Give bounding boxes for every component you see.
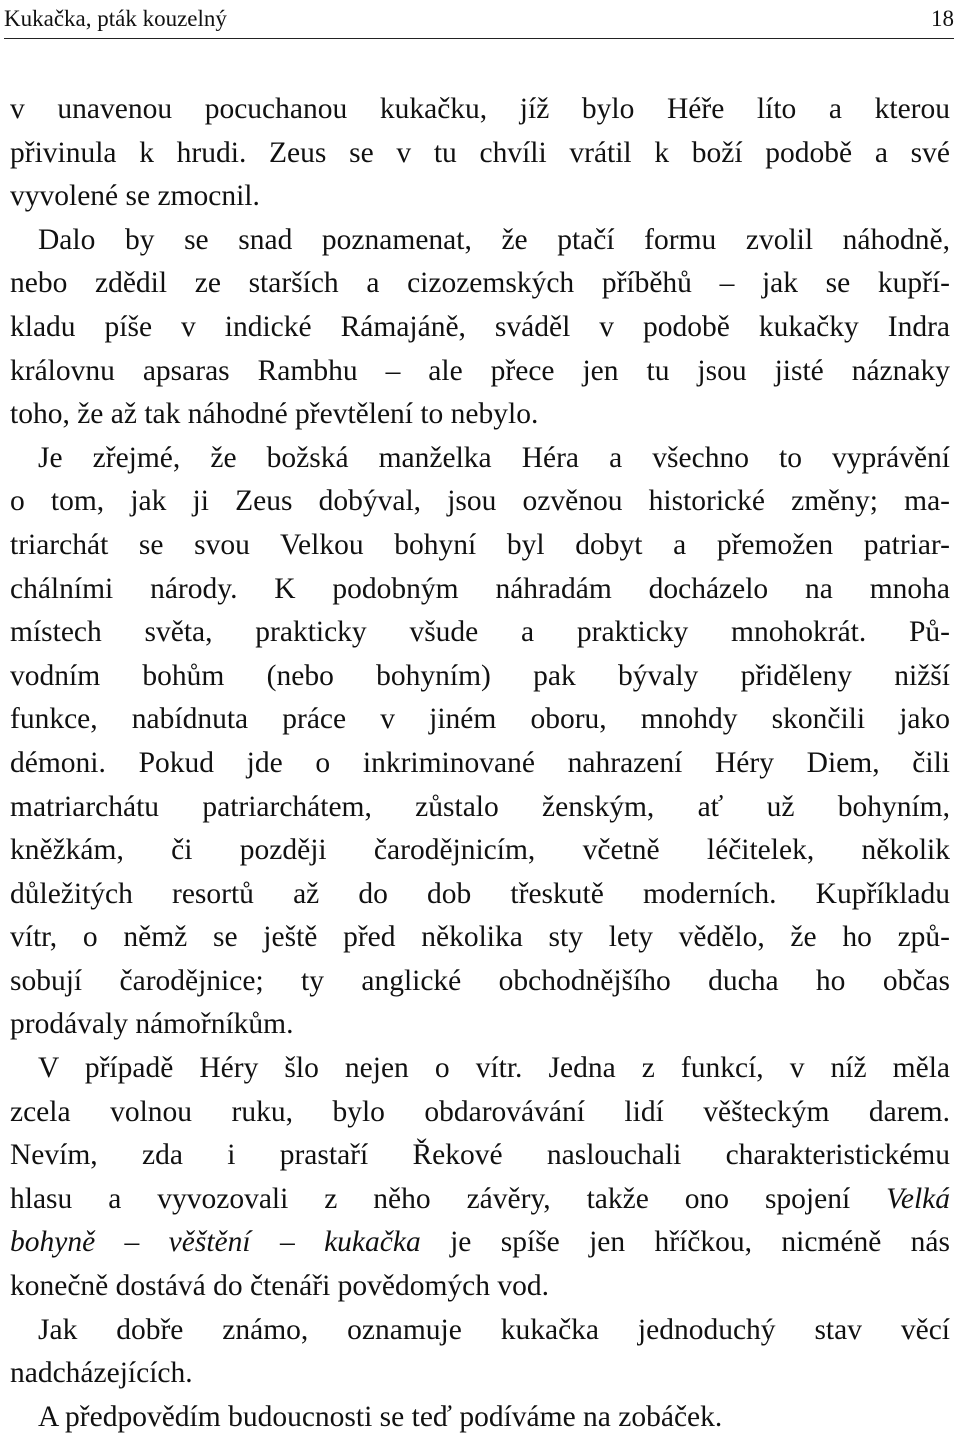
text-line: o tom, jak ji Zeus dobýval, jsou ozvěnou historické změny; ma- <box>10 485 950 518</box>
text-line: nebo zdědil ze starších a cizozemských příběhů – jak se kupří- <box>10 267 950 300</box>
text-line: A předpovědím budoucnosti se teď podíváme na zobáček. <box>38 1400 723 1433</box>
text-line <box>10 1178 950 1222</box>
text-line: Jak dobře známo, oznamuje kukačka jednoduchý stav věcí <box>38 1313 950 1346</box>
text-line-roman: je spíše jen hříčkou, nicméně nás <box>420 1226 950 1259</box>
text-line: konečně dostává do čtenáři povědomých vod. <box>10 1270 550 1303</box>
text-line: zcela volnou ruku, bylo obdarovávání lidí věšteckým darem. <box>10 1095 950 1128</box>
text-line: v unavenou pocuchanou kukačku, jíž bylo Héře líto a kterou <box>10 93 950 125</box>
text-line: prodávaly námořníkům. <box>10 1008 294 1041</box>
text-line <box>10 1221 950 1265</box>
running-header-title: Kukačka, pták kouzelný <box>4 6 227 31</box>
text-line: sobují čarodějnice; ty anglické obchodnějšího ducha ho občas <box>10 964 950 997</box>
text-line: triarchát se svou Velkou bohyní byl dobyt a přemožen patriar- <box>10 528 950 561</box>
text-line: místech světa, prakticky všude a prakticky mnohokrát. Pů- <box>10 616 950 649</box>
text-line: V případě Héry šlo nejen o vítr. Jedna z funkcí, v níž měla <box>38 1052 950 1085</box>
text-line: vyvolené se zmocnil. <box>10 180 260 213</box>
text-line: nadcházejících. <box>10 1357 193 1390</box>
text-line: přivinula k hrudi. Zeus se v tu chvíli vrátil k boží podobě a své <box>10 136 950 169</box>
running-header <box>4 2 954 39</box>
text-line: vítr, o němž se ještě před několika sty lety vědělo, že ho způ- <box>10 921 950 954</box>
text-line: funkce, nabídnuta práce v jiném oboru, mnohdy skončili jako <box>10 703 950 736</box>
text-line: Nevím, zda i prastaří Řekové naslouchali charakteristickému <box>10 1139 950 1172</box>
text-line: chálními národy. K podobným náhradám docházelo na mnoha <box>10 572 950 605</box>
text-line: královnu apsaras Rambhu – ale přece jen tu jsou jisté náznaky <box>10 354 950 387</box>
text-line-italic: Velká <box>886 1182 950 1215</box>
text-line: Je zřejmé, že božská manželka Héra a všechno to vyprávění <box>38 441 950 474</box>
text-line: kladu píše v indické Rámajáně, sváděl v podobě kukačky Indra <box>10 310 950 343</box>
text-line: démoni. Pokud jde o inkriminované nahrazení Héry Diem, čili <box>10 746 950 779</box>
page-number: 18 <box>931 6 954 31</box>
text-line: toho, že až tak náhodné převtělení to nebylo. <box>10 398 539 431</box>
text-line: důležitých resortů až do dob třeskutě moderních. Kupříkladu <box>10 877 950 910</box>
text-line-italic: bohyně – věštění – kukačka <box>10 1226 421 1259</box>
text-line: vodním bohům (nebo bohyním) pak bývaly přiděleny nižší <box>10 659 950 692</box>
text-line: Dalo by se snad poznamenat, že ptačí formu zvolil náhodně, <box>38 223 950 256</box>
text-line: matriarchátu patriarchátem, zůstalo ženským, ať už bohyním, <box>10 790 950 823</box>
text-line-roman: hlasu a vyvozovali z něho závěry, takže ono spojení <box>10 1182 887 1215</box>
body-text <box>10 88 950 1439</box>
text-line: kněžkám, či později čarodějnicím, včetně léčitelek, několik <box>10 834 950 867</box>
